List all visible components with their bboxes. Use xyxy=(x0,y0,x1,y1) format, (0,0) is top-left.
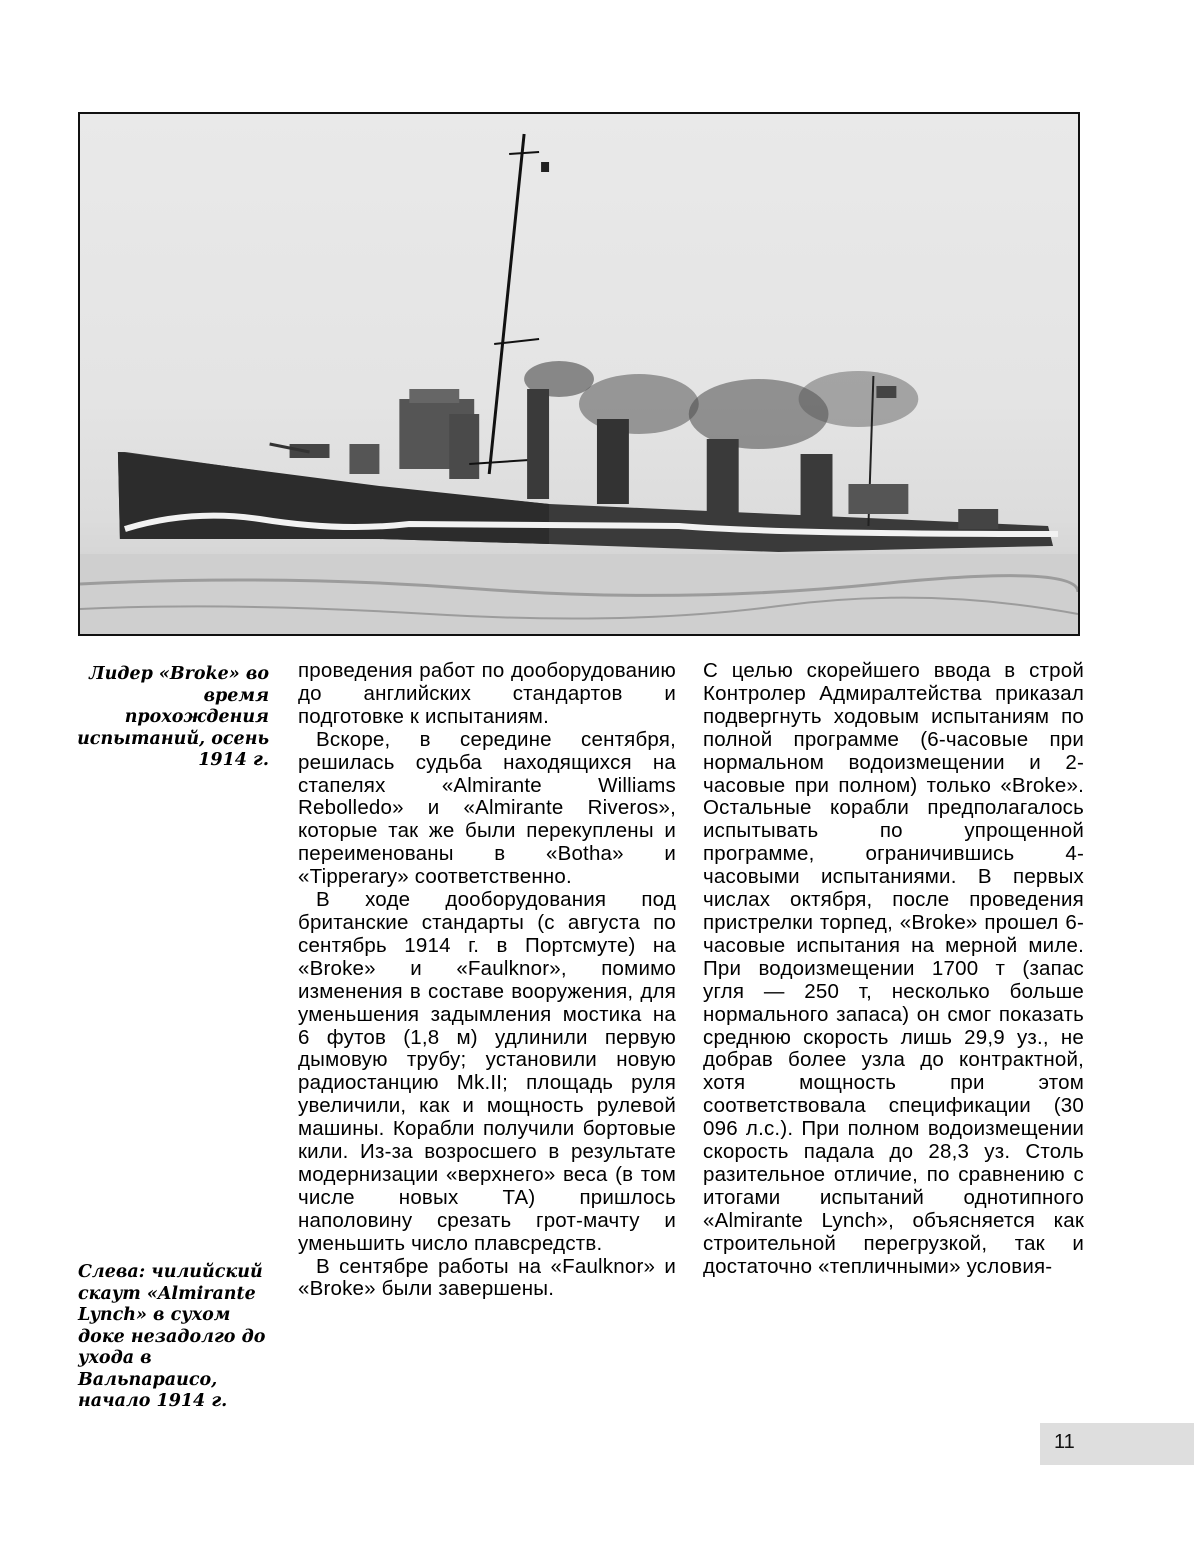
text-column-left xyxy=(298,660,676,1301)
page-number: 11 xyxy=(1040,1423,1194,1465)
text-column-right xyxy=(703,660,1084,1278)
photo-caption-bottom: Слева: чилийский скаут «Almirante Lynch» в сухом доке незадолго до ухода в Вальпараисо, начало 1914 г. xyxy=(78,1262,266,1411)
destroyer-ship-image xyxy=(80,114,1078,634)
paragraph: С целью скорейшего ввода в строй Контролер Адмиралтейства приказал подвергнуть ходовым испытаниям по полной программе (6-часовые при нормальном водоизмещении и 2-часовые при полном) только «Broke». Остальные корабли предполагалось испытывать по упрощенной программе, ограничившись 4-часовыми испытаниями. В первых числах октября, после проведения пристрелки торпед, «Broke» прошел 6-часовые испытания на мерной миле. При водоизмещении 1700 т (запас угля — 250 т, несколько больше нормального запаса) он смог показать среднюю скорость лишь 29,9 уз., не добрав более узла до контрактной, хотя мощность при этом соответствовала спецификации (30 096 л.с.). При полном водоизмещении скорость падала до 28,3 уз. Столь разительное отличие, по сравнению с итогами испытаний однотипного «Almirante Lynch», объясняется как строительной перегрузкой, так и достаточно «тепличными» условия- xyxy=(703,659,1084,1278)
photo-caption-top: Лидер «Broke» во время прохождения испытаний, осень 1914 г. xyxy=(77,664,269,770)
paragraph: В сентябре работы на «Faulknor» и «Broke» были завершены. xyxy=(298,1254,676,1301)
ship-photograph xyxy=(78,112,1080,636)
paragraph: проведения работ по дооборудованию до английских стандартов и подготовке к испытаниям. xyxy=(298,659,676,728)
paragraph: В ходе дооборудования под британские стандарты (с августа по сентябрь 1914 г. в Портсмуте) на «Broke» и «Faulknor», помимо изменения в составе вооружения, для уменьшения задымления мостика на 6 футов (1,8 м) удлинили первую дымовую трубу; установили новую радиостанцию Mk.II; площадь руля увеличили, как и мощность рулевой машины. Корабли получили бортовые кили. Из-за возросшего в результате модернизации «верхнего» веса (в том числе новых ТА) пришлось наполовину срезать грот-мачту и уменьшить число плавсредств. xyxy=(298,888,676,1255)
paragraph: Вскоре, в середине сентября, решилась судьба находящихся на стапелях «Almirante Williams Rebolledo» и «Almirante Riveros», которые так же были перекуплены и переименованы в «Botha» и «Tipperary» соответственно. xyxy=(298,727,676,889)
